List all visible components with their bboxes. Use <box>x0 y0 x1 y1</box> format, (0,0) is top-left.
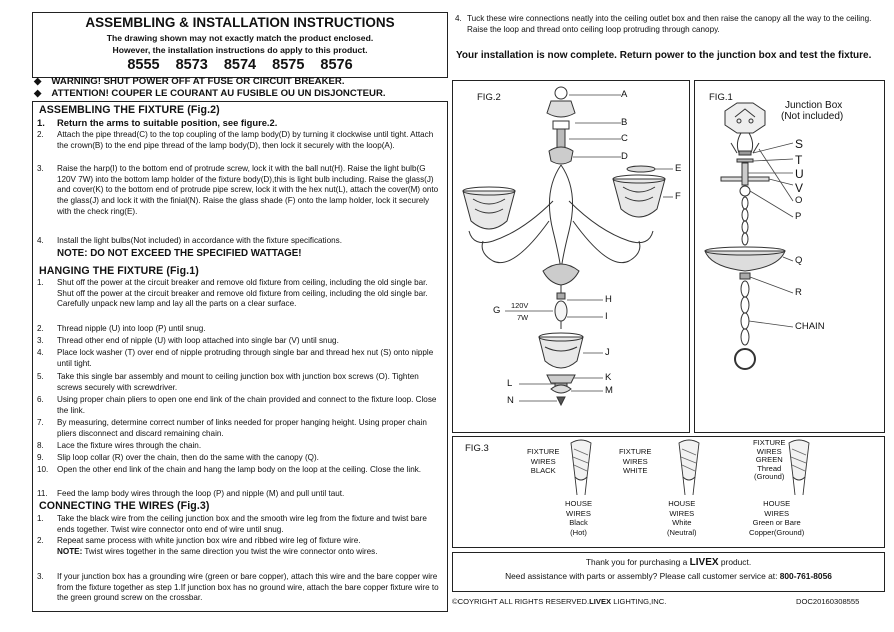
part-label: N <box>507 395 514 406</box>
house-wire-white: HOUSE WIRES White (Neutral) <box>667 499 697 537</box>
hanging-step <box>37 453 441 464</box>
figure-1-panel <box>694 80 885 433</box>
support-phone: 800-761-8056 <box>779 571 832 581</box>
part-label: O <box>795 195 803 206</box>
thank-you-text: Thank you for purchasing a <box>585 557 688 567</box>
step-number: 3. <box>37 336 44 345</box>
note-text: Twist wires together in the same direction you twist the wire connector onto wires. <box>82 546 378 556</box>
part-label: P <box>795 211 802 222</box>
part-label: S <box>795 137 804 151</box>
step-text: Install the light bulbs(Not included) in accordance with the fixture specifications. <box>57 236 342 245</box>
step-text: Slip loop collar (R) over the chain, then do the same with the canopy (Q). <box>57 453 319 462</box>
warning-text: ATTENTION! COUPER LE COURANT AU FUSIBLE OU UN DISJONCTEUR. <box>51 88 386 99</box>
junction-box-label: Junction Box <box>785 100 843 111</box>
step-number: 2. <box>37 130 44 139</box>
figure-3-title: FIG.3 <box>465 443 489 454</box>
part-label: B <box>621 117 628 128</box>
part-label: Q <box>795 255 803 266</box>
step-number: 10. <box>37 465 49 474</box>
copyright-notice <box>452 597 666 606</box>
thank-you-suffix: product. <box>720 557 752 567</box>
hanging-step <box>37 336 441 347</box>
thank-you-box <box>452 552 885 592</box>
figure-2-title: FIG.2 <box>477 92 501 103</box>
drawing-note: The drawing shown may not exactly match the product enclosed. <box>106 33 374 43</box>
part-label: K <box>605 372 612 383</box>
assembling-step <box>37 164 441 218</box>
connecting-step <box>37 572 441 604</box>
house-wire-ground: HOUSE WIRES Green or Bare Copper(Ground) <box>749 499 805 537</box>
part-label: E <box>675 163 682 174</box>
hanging-hardware-drawing <box>695 81 886 434</box>
diamond-bullet-icon: ◆ <box>34 88 42 99</box>
part-label: F <box>675 191 681 202</box>
support-line <box>453 571 884 581</box>
support-text: Need assistance with parts or assembly? Please call customer service at: <box>505 571 778 581</box>
part-label: G <box>493 305 501 316</box>
step-number: 7. <box>37 418 44 427</box>
part-label: R <box>795 287 802 298</box>
part-label: C <box>621 133 628 144</box>
applicability-note: However, the installation instructions do apply to this product. <box>112 45 368 55</box>
figure-1-title: FIG.1 <box>709 92 733 103</box>
copyright-suffix: LIGHTING,INC. <box>611 597 667 606</box>
fixture-wire-green: FIXTURE WIRES GREEN Thread (Ground) <box>753 438 786 482</box>
diamond-bullet-icon: ◆ <box>34 76 42 87</box>
warning-english <box>34 76 345 87</box>
step-text: Lace the fixture wires through the chain. <box>57 441 202 450</box>
step-text: Feed the lamp body wires through the loop (P) and nipple (M) and pull until taut. <box>57 489 345 498</box>
step-number: 8. <box>37 441 44 450</box>
step-text: Thread other end of nipple (U) with loop attached into single bar (V) until snug. <box>57 336 339 345</box>
header-box <box>32 12 448 78</box>
part-label: J <box>605 347 610 358</box>
step-number: 3. <box>37 572 44 581</box>
connecting-step <box>37 514 441 535</box>
step-number: 4. <box>455 14 462 23</box>
step-text: Shut off the power at the circuit breaker and remove old fixture from ceiling, including the old single bar. Shut off the power at the circuit breaker and remove old fixture from ceiling, including the old single bar. Carefully unpack new lamp and lay all the parts on a clear surface. <box>57 278 428 309</box>
document-title: ASSEMBLING & INSTALLATION INSTRUCTIONS <box>85 15 395 30</box>
step-text: Attach the pipe thread(C) to the top coupling of the lamp body(D) by turning it clockwise until tight. Attach the crown(B) to the end pipe thread of the lamp body(D), then lock it securely with the loop(A). <box>57 130 434 150</box>
step-number: 9. <box>37 453 44 462</box>
step-number: 4. <box>37 236 44 245</box>
connecting-step <box>37 536 441 557</box>
figure-3-panel <box>452 436 885 548</box>
junction-box-note: (Not included) <box>781 111 844 122</box>
model-number: 8576 <box>320 57 353 73</box>
final-step <box>455 14 885 35</box>
assembling-step <box>37 118 441 129</box>
step-text: Repeat same process with white junction box wire and ribbed wire leg of fixture wire. <box>57 536 361 545</box>
step-text: Tuck these wire connections neatly into the ceiling outlet box and then raise the canopy all the way to the ceiling. Raise the loop and thread onto ceiling loop protruding through canopy. <box>467 14 872 34</box>
hanging-step <box>37 441 441 452</box>
part-label: V <box>795 181 804 195</box>
step-number: 2. <box>37 324 44 333</box>
chandelier-assembly-drawing <box>453 81 691 434</box>
warning-french <box>34 88 386 99</box>
step-text: Thread nipple (U) into loop (P) until snug. <box>57 324 206 333</box>
step-number: 1. <box>37 514 44 523</box>
step-text: By measuring, determine correct number of links needed for proper hanging height. Using proper chain pliers disconnect and discard remaining chain. <box>57 418 427 438</box>
part-label: U <box>795 167 804 181</box>
figure-2-panel <box>452 80 690 433</box>
bulb-voltage: 120V <box>511 301 529 310</box>
house-wire-black: HOUSE WIRES Black (Hot) <box>565 499 593 537</box>
instructions-column <box>32 101 448 612</box>
step-number: 11. <box>37 489 48 498</box>
part-label: D <box>621 151 628 162</box>
warning-text: WARNING! SHUT POWER OFF AT FUSE OR CIRCUIT BREAKER. <box>51 76 345 87</box>
hanging-step <box>37 278 441 310</box>
hanging-step <box>37 324 441 335</box>
part-label: M <box>605 385 613 396</box>
model-numbers <box>33 57 447 73</box>
step-number: 5. <box>37 372 44 381</box>
hanging-step <box>37 348 441 369</box>
completion-note: Your installation is now complete. Return power to the junction box and test the fixture. <box>456 50 872 61</box>
step-number: 1. <box>37 278 44 287</box>
bulb-wattage: 7W <box>517 313 529 322</box>
part-label: A <box>621 89 628 100</box>
step-text: Open the other end link of the chain and hang the lamp body on the loop at the ceiling. Close the link. <box>57 465 422 474</box>
thank-you-line <box>453 557 884 568</box>
hanging-heading: HANGING THE FIXTURE (Fig.1) <box>39 265 199 277</box>
document-code: DOC20160308555 <box>796 597 860 606</box>
part-label: L <box>507 378 513 389</box>
connecting-heading: CONNECTING THE WIRES (Fig.3) <box>39 500 210 512</box>
model-number: 8575 <box>272 57 305 73</box>
hanging-step <box>37 489 441 500</box>
fixture-wire-black: FIXTURE WIRES BLACK <box>527 447 560 476</box>
copyright-text: ©COYRIGHT ALL RIGHTS RESERVED. <box>452 597 590 606</box>
step-text: Take this single bar assembly and mount to ceiling junction box with junction box screws (O). Tighten screws securely with screwdriver. <box>57 372 419 392</box>
model-number: 8555 <box>127 57 160 73</box>
brand-name: LIVEX <box>689 557 719 568</box>
step-text: Take the black wire from the ceiling junction box and the smooth wire leg from the fixture and twist bare ends together. Twist wire connector onto end of wire until snug. <box>57 514 427 534</box>
assembling-step <box>37 236 441 247</box>
hanging-step <box>37 372 441 393</box>
step-number: 6. <box>37 395 44 404</box>
chain-label: CHAIN <box>795 321 825 332</box>
step-number: 2. <box>37 536 44 545</box>
copyright-brand: LIVEX <box>589 597 612 606</box>
step-text: Return the arms to suitable position, see figure.2. <box>57 117 278 128</box>
assembling-heading: ASSEMBLING THE FIXTURE (Fig.2) <box>39 104 220 116</box>
wattage-warning: NOTE: DO NOT EXCEED THE SPECIFIED WATTAGE! <box>57 248 302 259</box>
note-label: NOTE: <box>57 546 83 556</box>
step-text: Place lock washer (T) over end of nipple protruding through single bar and thread hex nut (S) onto nipple until tight. <box>57 348 434 368</box>
step-number: 4. <box>37 348 44 357</box>
step-number: 1. <box>37 117 45 128</box>
part-label: I <box>605 311 608 322</box>
step-text: Raise the harp(I) to the bottom end of protrude screw, lock it with the ball nut(H). Raise the light bulb(G 120V 7W) into the bottom lamp holder of the fixture body(D),this is light bulb including. Raise the glass(J) and cover(K) to the bottom end of protrude pipe screw, lock it with the hex nut(L), attach the cover(M) onto the glass(J) and lock it with the finial(N). Raise the glass shade (F) onto the lamp holder, lock it securely with the check ring(E). <box>57 164 439 216</box>
step-text: Using proper chain pliers to open one end link of the chain provided and connect to the fixture loop. Close the link. <box>57 395 437 415</box>
hanging-step <box>37 465 441 476</box>
hanging-step <box>37 395 441 416</box>
fixture-wire-white: FIXTURE WIRES WHITE <box>619 447 652 476</box>
step-text: If your junction box has a grounding wire (green or bare copper), attach this wire and the bare copper wire from the fixture together as step 1.If junction box has no ground wire, attach the bare copper fixture wire to the green ground screw on the crossbar. <box>57 572 439 603</box>
part-label: T <box>795 153 803 167</box>
step-number: 3. <box>37 164 44 173</box>
hanging-step <box>37 418 441 439</box>
assembling-step <box>37 130 441 151</box>
part-label: H <box>605 294 612 305</box>
model-number: 8574 <box>223 57 257 73</box>
model-number: 8573 <box>175 57 208 73</box>
